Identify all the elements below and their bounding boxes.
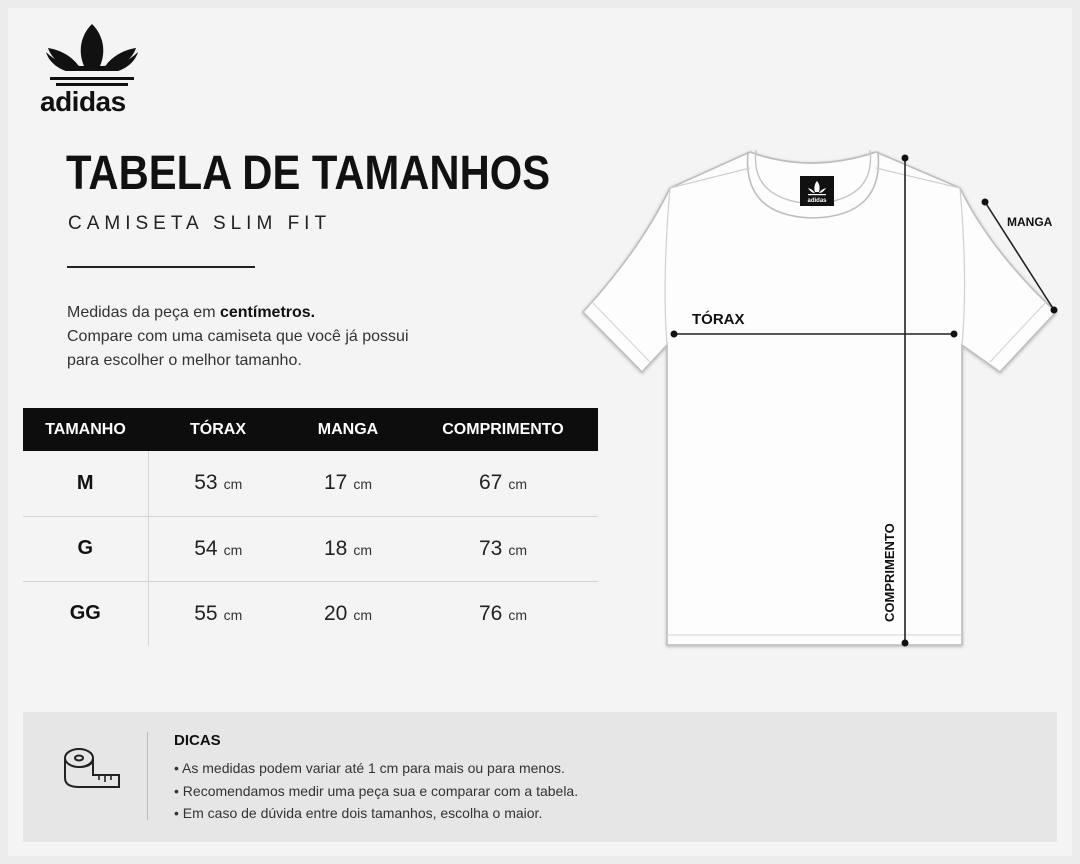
intro-bold-unit: centímetros. (219, 304, 316, 321)
size-cell: G (23, 516, 148, 581)
unit-label: cm (223, 606, 243, 623)
unit-label: cm (353, 476, 373, 493)
table-header-row (23, 408, 598, 451)
intro-line-1: Medidas da peça em (67, 304, 216, 321)
label-manga: MANGA (1007, 215, 1053, 229)
intro-line-2: Compare com uma camiseta que você já possui (67, 328, 409, 345)
manga-value: 17 (323, 471, 348, 495)
unit-label: cm (508, 541, 528, 558)
tips-title: DICAS (174, 732, 221, 749)
table-row (23, 581, 598, 646)
torax-value: 55 (194, 601, 218, 625)
trefoil-icon (40, 22, 144, 90)
size-cell: GG (23, 581, 148, 646)
intro-text (67, 301, 409, 373)
torax-value: 54 (194, 536, 218, 560)
intro-line-3: para escolher o melhor tamanho. (67, 352, 302, 369)
label-comprimento: COMPRIMENTO (882, 523, 897, 622)
tips-divider (147, 732, 148, 820)
list-item: • Recomendamos medir uma peça sua e comparar com a tabela. (174, 780, 578, 803)
comprimento-value: 67 (478, 471, 503, 495)
brand-wordmark: adidas (40, 86, 126, 117)
header-tamanho: TAMANHO (23, 408, 148, 451)
title-divider (67, 266, 255, 268)
tag-text: adidas (807, 198, 827, 204)
unit-label: cm (508, 476, 528, 493)
header-manga: MANGA (288, 408, 408, 451)
header-torax: TÓRAX (148, 408, 288, 451)
torax-cell (148, 581, 288, 646)
table-row (23, 451, 598, 516)
manga-value: 18 (323, 536, 348, 560)
list-item: • Em caso de dúvida entre dois tamanhos, escolha o maior. (174, 802, 578, 825)
table-row (23, 516, 598, 581)
torax-value: 53 (194, 471, 218, 495)
tips-list (174, 757, 578, 825)
unit-label: cm (223, 541, 243, 558)
torax-cell (148, 451, 288, 516)
tshirt-diagram (570, 140, 1070, 665)
unit-label: cm (353, 541, 373, 558)
label-torax: TÓRAX (692, 311, 745, 328)
manga-cell (288, 581, 408, 646)
page-title: TABELA DE TAMANHOS (66, 147, 551, 200)
adidas-logo (40, 22, 150, 118)
tips-panel (23, 712, 1057, 842)
size-table (23, 408, 598, 646)
comprimento-value: 76 (478, 601, 503, 625)
unit-label: cm (223, 476, 243, 493)
tshirt-outline-icon (570, 140, 1070, 660)
manga-value: 20 (323, 601, 348, 625)
measuring-tape-icon (61, 746, 123, 797)
manga-cell (288, 451, 408, 516)
list-item: • As medidas podem variar até 1 cm para mais ou para menos. (174, 757, 578, 780)
size-cell: M (23, 451, 148, 516)
comprimento-value: 73 (478, 536, 503, 560)
header-comprimento: COMPRIMENTO (408, 408, 598, 451)
unit-label: cm (508, 606, 528, 623)
page-subtitle: CAMISETA SLIM FIT (68, 213, 332, 234)
unit-label: cm (353, 606, 373, 623)
manga-cell (288, 516, 408, 581)
torax-cell (148, 516, 288, 581)
